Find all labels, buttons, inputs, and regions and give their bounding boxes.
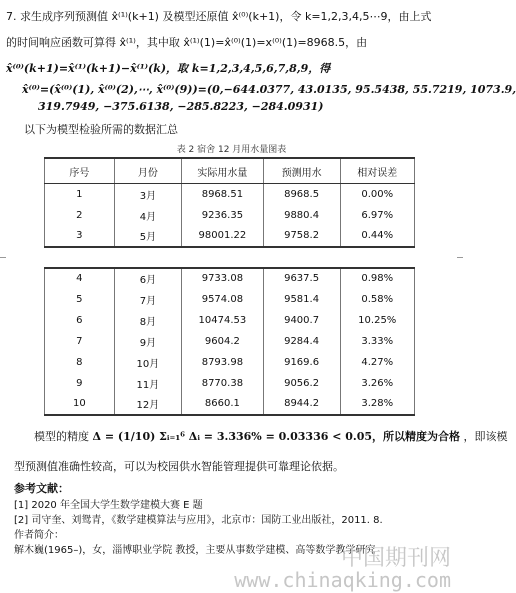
conclusion-line-1 xyxy=(34,428,508,444)
cell: 10.25% xyxy=(340,310,415,331)
table-row xyxy=(45,268,415,289)
cell: 9236.35 xyxy=(182,205,264,226)
cell: 2 xyxy=(45,205,115,226)
table-row xyxy=(45,205,415,226)
cell: 10月 xyxy=(114,352,181,373)
author-bio: 解木巍(1965–)，女，淄博职业学院 教授，主要从事数学建模、高等数学教学研究 xyxy=(14,545,376,556)
cell: 1 xyxy=(45,184,115,205)
author-heading: 作者简介： xyxy=(14,530,64,541)
reference-item: [1] 2020 年全国大学生数学建模大赛 E 题 xyxy=(14,500,203,511)
watermark-cn: 中国期刊网 xyxy=(340,545,451,571)
conclusion-prefix: 模型的精度 xyxy=(34,430,89,443)
cell: 9 xyxy=(45,373,115,394)
header-actual: 实际用水量 xyxy=(182,158,264,184)
header-error: 相对误差 xyxy=(340,158,415,184)
page-break-gap xyxy=(45,247,415,268)
cell: 3.28% xyxy=(340,394,415,415)
cell: 0.58% xyxy=(340,289,415,310)
cell: 3 xyxy=(45,226,115,247)
intro-line-5: 319.7949, −375.6138, −285.8223, −284.0931) xyxy=(38,100,324,113)
intro-line-3: x̂⁽⁰⁾(k+1)=x̂⁽¹⁾(k+1)−x̂⁽¹⁾(k)，取 k=1,2,3,4,5,6,7,8,9，得 xyxy=(6,62,331,75)
cell: 8月 xyxy=(114,310,181,331)
cell: 0.44% xyxy=(340,226,415,247)
cell: 9574.08 xyxy=(182,289,264,310)
cell: 3.33% xyxy=(340,331,415,352)
cell: 8770.38 xyxy=(182,373,264,394)
cell: 9637.5 xyxy=(263,268,340,289)
table-row xyxy=(45,331,415,352)
cell: 8968.51 xyxy=(182,184,264,205)
cell: 7月 xyxy=(114,289,181,310)
header-predicted: 预测用水 xyxy=(263,158,340,184)
cell: 6月 xyxy=(114,268,181,289)
cell: 9169.6 xyxy=(263,352,340,373)
table-row xyxy=(45,352,415,373)
cell: 9月 xyxy=(114,331,181,352)
cell: 4.27% xyxy=(340,352,415,373)
intro-line-2: 的时间响应函数可算得 x̂⁽¹⁾，其中取 x̂⁽¹⁾(1)=x̂⁽⁰⁾(1)=x⁽⁰⁾(1)=8968.5，由 xyxy=(6,36,368,49)
cell: 7 xyxy=(45,331,115,352)
table-header-row xyxy=(45,158,415,184)
cell: 0.98% xyxy=(340,268,415,289)
cell: 8968.5 xyxy=(263,184,340,205)
conclusion-line-2: 型预测值准确性较高，可以为校园供水智能管理提供可靠理论依据。 xyxy=(14,460,344,473)
references-heading: 参考文献： xyxy=(14,482,69,495)
cell: 8660.1 xyxy=(182,394,264,415)
cell: 4月 xyxy=(114,205,181,226)
watermark-url: www.chinaqking.com xyxy=(234,568,451,592)
cell: 3月 xyxy=(114,184,181,205)
cell: 0.00% xyxy=(340,184,415,205)
cell: 98001.22 xyxy=(182,226,264,247)
cell: 9604.2 xyxy=(182,331,264,352)
table-row xyxy=(45,373,415,394)
cell: 9880.4 xyxy=(263,205,340,226)
cell: 9284.4 xyxy=(263,331,340,352)
header-month: 月份 xyxy=(114,158,181,184)
cell: 4 xyxy=(45,268,115,289)
intro-line-4: x̂⁽⁰⁾=(x̂⁽⁰⁾(1), x̂⁽⁰⁾(2),⋯, x̂⁽⁰⁾(9))=(0,−644.0377, 43.0135, 95.5438, 55.7219, 1073.9, xyxy=(22,83,516,96)
cell: 9581.4 xyxy=(263,289,340,310)
conclusion-suffix: ，即该模 xyxy=(463,430,508,443)
table-row xyxy=(45,289,415,310)
cell: 5月 xyxy=(114,226,181,247)
cell: 11月 xyxy=(114,373,181,394)
cell: 9758.2 xyxy=(263,226,340,247)
cell: 9733.08 xyxy=(182,268,264,289)
cell: 12月 xyxy=(114,394,181,415)
header-index: 序号 xyxy=(45,158,115,184)
cell: 10 xyxy=(45,394,115,415)
table-row xyxy=(45,184,415,205)
cell: 8944.2 xyxy=(263,394,340,415)
page-break-marker xyxy=(0,257,6,258)
cell: 6 xyxy=(45,310,115,331)
intro-line-1: 7. 求生成序列预测值 x̂⁽¹⁾(k+1) 及模型还原值 x̂⁽⁰⁾(k+1)，令 k=1,2,3,4,5⋯9，由上式 xyxy=(6,10,432,23)
reference-item: [2] 司守奎、刘鸳青，《数学建模算法与应用》，北京市：国防工业出版社，2011. 8. xyxy=(14,515,383,526)
cell: 8793.98 xyxy=(182,352,264,373)
page-break-marker xyxy=(457,257,463,258)
table-row xyxy=(45,310,415,331)
cell: 8 xyxy=(45,352,115,373)
water-usage-table xyxy=(44,157,415,416)
precision-formula: Δ = (1/10) Σᵢ₌₁⁶ Δᵢ = 3.336% = 0.03336 < 0.05，所以精度为合格 xyxy=(92,430,461,443)
intro-line-6: 以下为模型检验所需的数据汇总 xyxy=(24,123,178,136)
watermark xyxy=(234,547,451,591)
cell: 3.26% xyxy=(340,373,415,394)
table-row xyxy=(45,394,415,415)
cell: 9056.2 xyxy=(263,373,340,394)
cell: 9400.7 xyxy=(263,310,340,331)
cell: 10474.53 xyxy=(182,310,264,331)
cell: 6.97% xyxy=(340,205,415,226)
table-caption: 表 2 宿舍 12 月用水量图表 xyxy=(176,145,287,155)
table-row xyxy=(45,226,415,247)
cell: 5 xyxy=(45,289,115,310)
